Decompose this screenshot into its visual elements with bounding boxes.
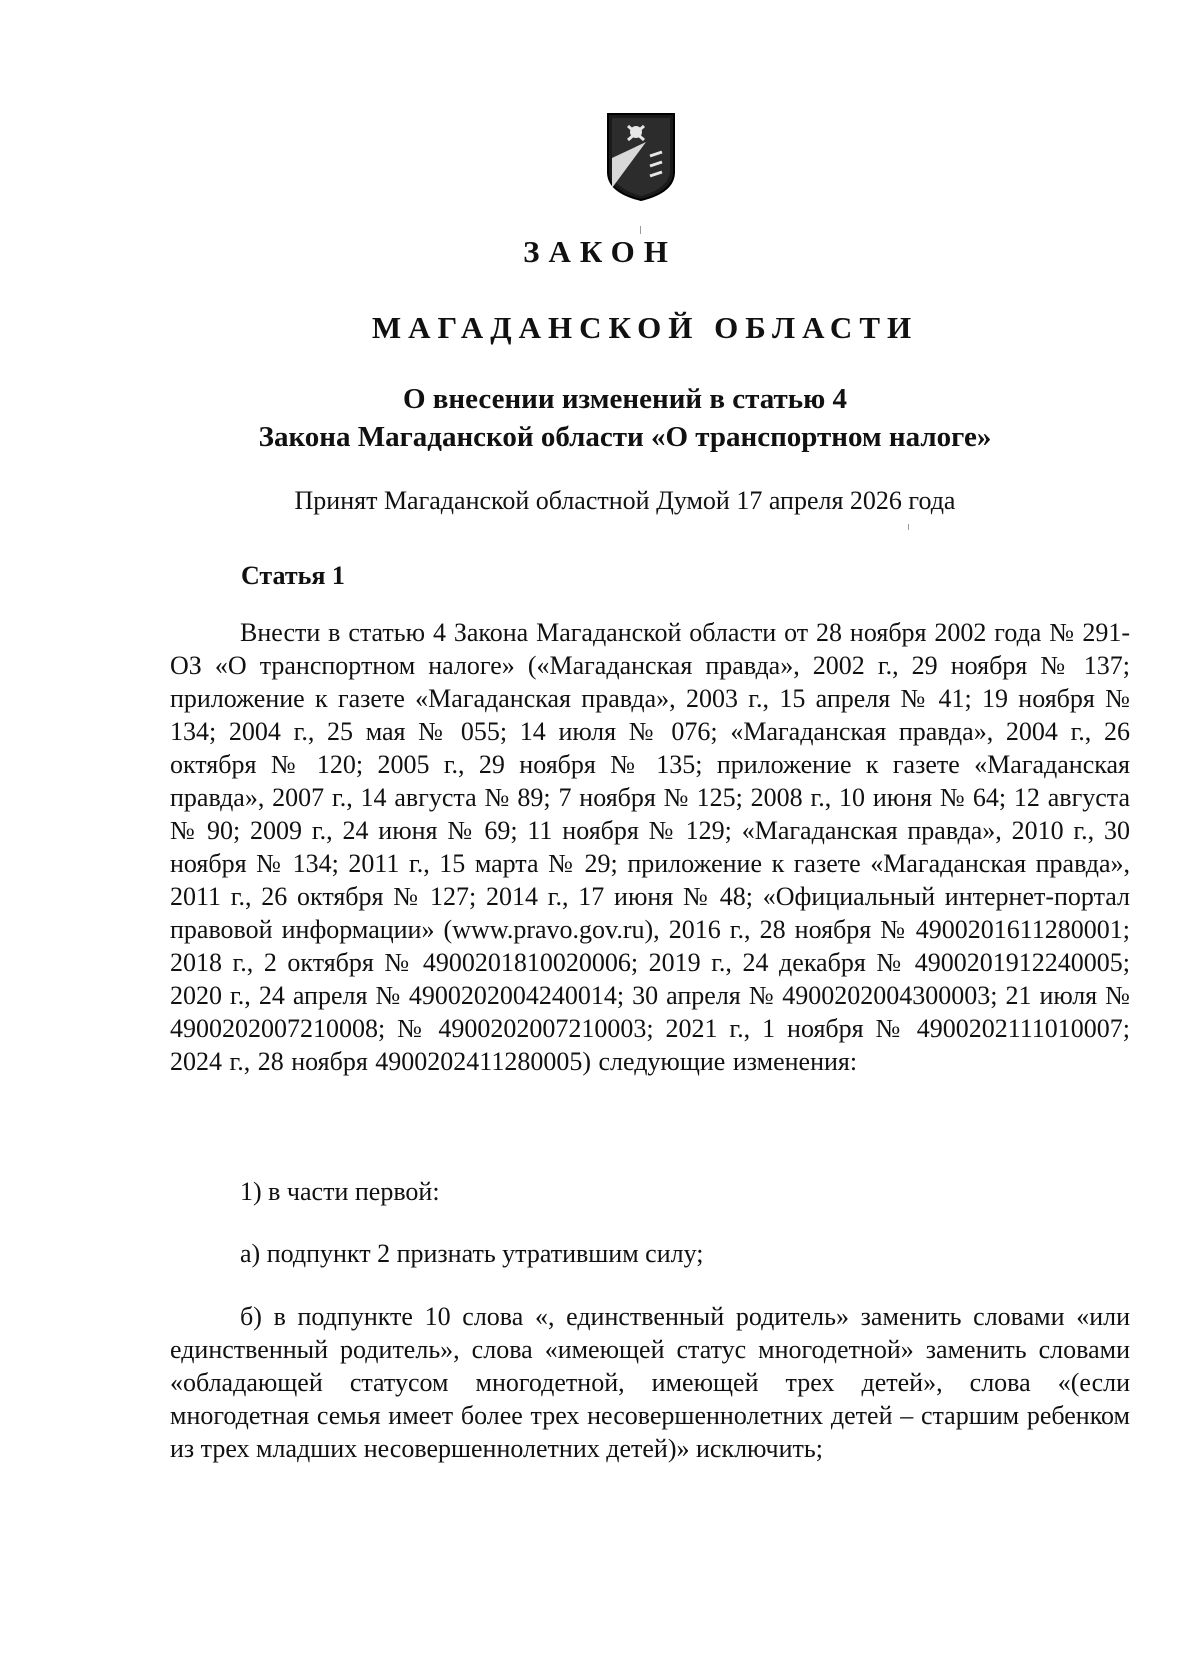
article-heading: Статья 1 [241, 561, 345, 590]
law-title-line-2: Закона Магаданской области «О транспортном налоге» [258, 421, 992, 453]
coat-of-arms-icon [606, 112, 676, 202]
item-a: а) подпункт 2 признать утратившим силу; [240, 1239, 704, 1268]
adoption-statement: Принят Магаданской областной Думой 17 апреля 2026 года [294, 486, 956, 515]
law-title-line-1: О внесении изменений в статью 4 [402, 383, 848, 415]
main-paragraph: Внести в статью 4 Закона Магаданской области от 28 ноября 2002 года № 291-ОЗ «О транспортном налоге» («Магаданская правда», 2002 г., 29 ноября № 137; приложение к газете «Магаданская правда», 2003 г., 15 апреля № 41; 19 ноября № 134; 2004 г., 25 мая № 055; 14 июля № 076; «Магаданская правда», 2004 г., 26 октября № 120; 2005 г., 29 ноября № 135; приложение к газете «Магаданская правда», 2007 г., 14 августа № 89; 7 ноября № 125; 2008 г., 10 июня № 64; 12 августа № 90; 2009 г., 24 июня № 69; 11 ноября № 129; «Магаданская правда», 2010 г., 30 ноября № 134; 2011 г., 15 марта № 29; приложение к газете «Магаданская правда», 2011 г., 26 октября № 127; 2014 г., 17 июня № 48; «Официальный интернет-портал правовой информации» (www.pravo.gov.ru), 2016 г., 28 ноября № 4900201611280001; 2018 г., 2 октября № 4900201810020006; 2019 г., 24 декабря № 4900201912240005; 2020 г., 24 апреля № 4900202004240014; 30 апреля № 4900202004300003; 21 июля № 4900202007210008; № 4900202007210003; 2021 г., 1 ноября № 4900202111010007; 2024 г., 28 ноября 4900202411280005) следующие изменения: [170, 618, 1130, 1076]
law-title [0, 380, 1200, 456]
item-b: б) в подпункте 10 слова «, единственный родитель» заменить словами «или единственный родитель», слова «имеющей статус многодетной» заменить словами «обладающей статусом многодетной, имеющей трех детей», слова «(если многодетная семья имеет более трех несовершеннолетних детей – старшим ребенком из трех младших несовершеннолетних детей)» исключить; [170, 1302, 1130, 1463]
scan-artifact [640, 226, 641, 234]
region-heading: МАГАДАНСКОЙ ОБЛАСТИ [371, 310, 919, 345]
document-type-heading: ЗАКОН [523, 234, 677, 269]
item-1: 1) в части первой: [240, 1177, 440, 1206]
scan-artifact [908, 524, 909, 530]
